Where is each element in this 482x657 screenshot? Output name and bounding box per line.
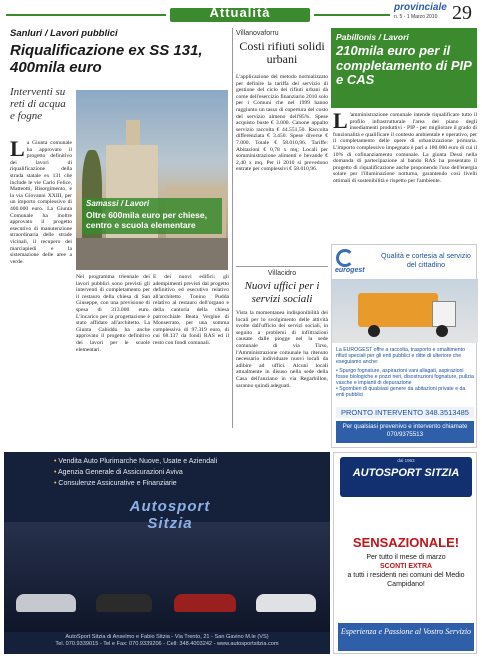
- photo-caption-box: [82, 198, 222, 234]
- section-banner: [170, 5, 310, 22]
- autosport-logo: [108, 498, 232, 532]
- article2-headline: Costi rifiuti solidi urbani: [239, 39, 325, 66]
- article3-headline: Nuovi uffici per i servizi sociali: [244, 280, 320, 305]
- truck-tank: [358, 293, 438, 327]
- street-photo: [76, 90, 228, 270]
- page-number: 29: [452, 2, 472, 24]
- article4-headline: 210mila euro per il completamento di PIP e CAS: [336, 43, 472, 87]
- header-rule-left: [6, 14, 166, 16]
- page-header: [0, 0, 482, 26]
- autosport-badge: [340, 457, 472, 497]
- article2-body: L'applicazione del metodo normalizzato per definire la tariffa del servizio di gestione del ciclo dei rifiuti urbani dà come dell'esercizio finanziario 2010 solo per i Comuni che nel 1999 hanno raggiunto un tasso di copertura del costo del servizio almeno dell'85%. Spese acquisto buste € 3.000. Canone appalto servizio raccolta € 44.551,50. Raccolta differenziata € 3.450. Spese diverse € 7.000. Totale € 58.010,96. Tariffe: Abitazioni € 0,78 x mq; Locali per somministrazione alimenti e bevande € 2,40 x mq. Per il 2010 si prevedono entrate per complessivi € 58.010,96.: [236, 74, 328, 173]
- eurogest-desc-text: La EUROGEST offre a raccolta, trasporto e smaltimento rifiuti speciali per gli enti pubblici e ditte di ulteriore che eseguiamo anche:: [336, 347, 465, 366]
- eurogest-logo-icon: [336, 249, 372, 269]
- article4-kicker: Pabillonis / Lavori: [336, 32, 409, 42]
- column-divider: [232, 28, 233, 428]
- autosport-logo-text: Autosport Sitzia: [129, 498, 211, 532]
- autosport-service-item: • Consulenze Assicurative e Finanziarie: [54, 478, 217, 489]
- article-body-column-2: Nel programma triennale dei lavori pubblici sono previsti gli interventi di completamento per il restauro della chiesa di San Giuseppe, con una previsione di spesa di 313.000 euro. L'incarico per la progettazione è stato affidato all'architetto. La Giunta Cabiddu ha anche approvato il progetto definitivo dei lavori per le scuole elementari.: [76, 274, 150, 353]
- promo-line: a tutti i residenti nei comuni del Medio Campidano!: [347, 572, 465, 588]
- eurogest-logo-text: eurogest: [335, 267, 365, 274]
- photo-street: [76, 238, 228, 270]
- truck-wheel: [436, 325, 448, 337]
- autosport-address: AutoSport Sitzia di Anselmo e Fabio Sitzia - Via Trento, 21 - San Gavino M.le (VS): [65, 634, 269, 640]
- article2-kicker: Villanovaforru: [236, 30, 279, 37]
- truck-cab: [432, 301, 456, 327]
- autosport-services: [54, 456, 217, 489]
- issue-date: n. 5 - 1 Marzo 2010: [394, 14, 438, 20]
- eurogest-service-item: • Sgomberi di qualsiasi genere da abitazioni private e da enti pubblici: [336, 386, 474, 398]
- promo-text: [338, 553, 474, 589]
- promo-footer-text: Esperienza e Passione al Vostro Servizio: [340, 627, 472, 636]
- autosport-ad[interactable]: [4, 452, 330, 654]
- autosport-service-item: • Agenzia Generale di Assicurazioni Aviva: [54, 467, 217, 478]
- section-title: Attualità: [209, 5, 271, 20]
- eurogest-headline: Qualità e cortesia al servizio del cittadino: [381, 251, 471, 269]
- article3-body: Vista la momentanea indisponibilità dei locali per lo svolgimento delle attività svolte dall'ufficio dei servizi sociali, in seguito a problemi di infiltrazioni causate dalle piogge nel la sede comunale di via Tirso, l'Amministrazione comunale ha ritenuto necessario individuare nuovi locali da adibire ad uffici. Alcuni locali attualmente in disuso nella sede della Casa dell'anziano in via Regarbillon, saranno quindi adeguati.: [236, 310, 328, 389]
- article-separator: [236, 266, 328, 267]
- article-body-column-3: E dei nuovi edifici: gli adempimenti previsti dal progetto definitivo ed esecutivo relativo all'architetto Tonino Pudda relativo al restauro dell'organo e della cantoria della chiesa parrocchiale Beata Vergine di Monserrato, per una somma complessiva di 97.319 euro, di cui 68.137 da fondi RAS ed il resto con fondi comunali.: [153, 274, 229, 346]
- article-body-text: a Giunta comunale ha approvato il progetto definitivo dei lavori di riqualificazione della strada statale ex 131 che include le vie Carlo Felice, Matteotti, Risorgimento, e la via Giovanni XXIII, per un importo complessivo di 400.000 euro. La Giunta Comunale ha inoltre approvato il progetto esecutivo di manutenzione straordinaria delle strade vicinali, il recupero dei marciapiedi e la sistemazione delle aree a verde.: [10, 140, 72, 265]
- badge-logo-text: AUTOSPORT SITZIA: [352, 467, 460, 479]
- article-headline: Riqualificazione ex SS 131, 400mila euro: [10, 42, 203, 76]
- eurogest-contact-bar: [336, 421, 474, 443]
- eurogest-service-item: • Spurgo fognature, aspirazioni vani allagati, aspirazioni fosse biologiche e pozzi neri, disostruzioni fognature, pulizia vasche e impianti di depurazione: [336, 368, 474, 387]
- car-silver: [16, 594, 76, 612]
- autosport-footer: [4, 634, 330, 649]
- header-rule-right: [314, 14, 390, 16]
- since-label: dal 1963: [397, 458, 415, 463]
- car-red: [174, 594, 236, 612]
- promo-line: Per tutto il mese di marzo: [366, 554, 446, 561]
- dropcap: L: [333, 112, 348, 133]
- showroom-image: [4, 522, 330, 632]
- promo-highlight: SCONTI EXTRA: [379, 563, 433, 570]
- caption-title: Oltre 600mila euro per chiese, centro e scuola elementare: [86, 210, 207, 230]
- eurogest-description: [336, 347, 474, 399]
- eurogest-ad[interactable]: [331, 244, 477, 448]
- autosport-service-item: • Vendita Auto Plurimarche Nuove, Usate e Aziendali: [54, 456, 217, 467]
- article-subhead: Interventi su reti di acqua e fogne: [10, 86, 66, 122]
- truck-wheel: [368, 325, 380, 337]
- autosport-contacts: Tel. 070.9339015 - Tel e Fax: 070.9339206 - Cell: 348.4003242 - www.autosportsitzia.com: [55, 641, 279, 648]
- eurogest-contact-text: Per qualsiasi prevenivo e intervento chiamate 070/9375513: [342, 423, 468, 438]
- caption-kicker: Samassi / Lavori: [86, 199, 150, 208]
- car-black: [96, 594, 152, 612]
- article-kicker: Sanluri / Lavori pubblici: [10, 28, 118, 39]
- truck-image: [332, 279, 478, 343]
- dropcap: L: [10, 140, 25, 161]
- article3-kicker: Villacidro: [267, 270, 297, 277]
- article-body-column: [10, 140, 72, 430]
- article4-body: [333, 112, 477, 240]
- eurogest-services: [336, 368, 474, 399]
- brand-logo: provinciale: [394, 2, 447, 13]
- car-white: [256, 594, 316, 612]
- pronto-intervento: PRONTO INTERVENTO 348.3513485: [336, 407, 474, 418]
- article4-header-box: [331, 28, 477, 108]
- promo-footer: [338, 623, 474, 651]
- promo-headline: SENSAZIONALE!: [352, 535, 460, 550]
- article4-body-text: 'amministrazione comunale intende riqualificare tutto il profilo infrastrutturale l'area del piano degli insediamenti produttivi - PIP - per migliorare il grado di funzionalità e qualificare il contesto ambientale e operativo, per il completamento delle opere di urbanizzazione primaria. L'importo complessivo impegnato è pari a 180.000 euro di cui il 10% di cofinanziamento comunale. La giunta Dessì nella domanda di partecipazione al bando RAS ha presentato il progetto di riqualificazione anche proponendo l'uso dell'energia solare per l'illuminazione notturna, garantendo così livelli ottimali di sostenibilità e rispetto per l'ambiente.: [333, 112, 477, 184]
- sensazionale-ad[interactable]: [333, 452, 477, 654]
